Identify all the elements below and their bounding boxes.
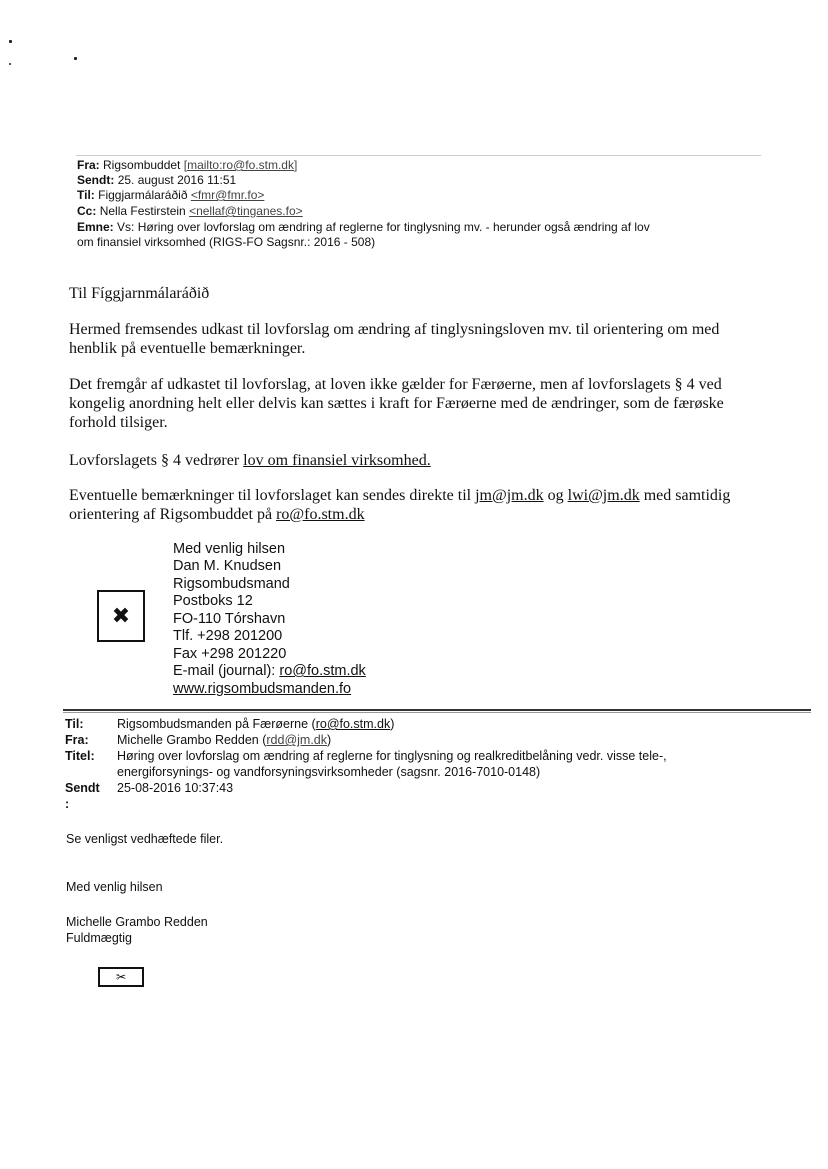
cc-email-link[interactable]: <nellaf@tinganes.fo> xyxy=(189,204,303,218)
fwd-to-value xyxy=(117,716,777,732)
fwd-sender-role: Fuldmægtig xyxy=(66,931,132,945)
header-sent-line xyxy=(77,172,777,188)
sent-label: Sendt: xyxy=(77,173,115,187)
fwd-sender-name: Michelle Grambo Redden xyxy=(66,915,208,929)
scan-speck xyxy=(9,63,11,65)
fwd-to-text: Rigsombudsmanden på Færøerne ( xyxy=(117,717,316,731)
fwd-body-text: Se venligst vedhæftede filer. xyxy=(66,832,224,846)
fwd-to-label: Til: xyxy=(65,717,84,731)
fwd-title-line-2: energiforsynings- og vandforsyningsvirksomheder (sagsnr. 2016-7010-0148) xyxy=(117,765,541,779)
signature-address-1: Postboks 12 xyxy=(173,593,253,609)
fwd-from-email-link[interactable]: rdd@jm.dk xyxy=(266,733,327,747)
paragraph-4-text-2: og xyxy=(543,487,568,504)
signature-website-line xyxy=(173,681,351,699)
header-subject-line-2 xyxy=(77,234,777,250)
fwd-from-text: Michelle Grambo Redden ( xyxy=(117,733,267,747)
header-to-line xyxy=(77,187,777,203)
from-label: Fra: xyxy=(77,158,100,172)
fwd-sent-label: Sendt xyxy=(65,781,100,795)
subject-label: Emne: xyxy=(77,220,114,234)
signature-email-line xyxy=(173,663,366,681)
subject-text-cont: om finansiel virksomhed (RIGS-FO Sagsnr.: 2016 - 508) xyxy=(77,235,376,249)
fwd-sent-value: 25-08-2016 10:37:43 xyxy=(117,781,234,795)
fwd-title-line-1: Høring over lovforslag om ændring af reglerne for tinglysning og realkreditbelåning vedr. visse tele-, xyxy=(117,749,667,763)
paragraph-3 xyxy=(69,451,769,470)
signature-name: Dan M. Knudsen xyxy=(173,558,282,574)
lwi-email-link[interactable]: lwi@jm.dk xyxy=(567,487,640,504)
fwd-from-label: Fra: xyxy=(65,733,89,747)
signature-email-link[interactable]: ro@fo.stm.dk xyxy=(279,663,366,679)
header-cc-line xyxy=(77,203,777,219)
paragraph-4-text-3: med samtidig orientering af Rigsombuddet på xyxy=(69,487,731,523)
paragraph-1: Hermed fremsendes udkast til lovforslag om ændring af tinglysningsloven mv. til orientering om med henblik på eventuelle bemærkninger. xyxy=(69,321,720,357)
from-mailto-link[interactable]: [mailto:ro@fo.stm.dk] xyxy=(183,158,298,172)
fwd-from-close: ) xyxy=(327,733,332,747)
finansiel-virksomhed-link[interactable]: lov om finansiel virksomhed. xyxy=(243,452,431,469)
header-subject-line xyxy=(77,219,777,235)
sent-value: 25. august 2016 11:51 xyxy=(117,173,237,187)
fwd-to-email-link[interactable]: ro@fo.stm.dk xyxy=(315,717,391,731)
to-label: Til: xyxy=(77,188,95,202)
signature-phone: Tlf. +298 201200 xyxy=(173,628,283,644)
scan-speck xyxy=(74,57,77,60)
fwd-sent-colon: : xyxy=(65,797,70,811)
cc-name: Nella Festirstein xyxy=(99,204,186,218)
ro-email-link[interactable]: ro@fo.stm.dk xyxy=(276,506,365,523)
signature-address-2: FO-110 Tórshavn xyxy=(173,611,286,627)
cc-label: Cc: xyxy=(77,204,97,218)
scan-speck xyxy=(9,40,12,43)
fwd-closing: Med venlig hilsen xyxy=(66,880,163,894)
broken-image-glyph: ✖ xyxy=(111,603,131,629)
paragraph-2: Det fremgår af udkastet til lovforslag, at loven ikke gælder for Færøerne, men af lovforslagets § 4 ved kongelig anordning helt eller delvis kan sættes i kraft for Færøerne med de ændringer, som de færøske forhold tilsiger. xyxy=(69,376,724,431)
salutation: Til Fíggjarnmálaráðið xyxy=(69,285,210,302)
signature-email-label: E-mail (journal): xyxy=(173,663,280,679)
signature-website-link[interactable]: www.rigsombudsmanden.fo xyxy=(173,681,352,697)
broken-image-icon xyxy=(97,590,145,642)
header-rule xyxy=(76,155,761,156)
paragraph-4-text-1: Eventuelle bemærkninger til lovforslaget kan sendes direkte til xyxy=(69,487,476,504)
fwd-to-close: ) xyxy=(390,717,395,731)
broken-image-icon xyxy=(98,967,144,987)
signature-greeting: Med venlig hilsen xyxy=(173,541,286,557)
to-email-link[interactable]: <fmr@fmr.fo> xyxy=(190,188,265,202)
forward-separator-thin xyxy=(63,712,811,713)
from-name: Rigsombuddet xyxy=(103,158,181,172)
fwd-title-label: Titel: xyxy=(65,749,95,763)
forward-separator xyxy=(63,709,811,711)
signature-title: Rigsombudsmand xyxy=(173,576,290,592)
broken-image-glyph: ✂ xyxy=(115,970,127,984)
fwd-from-value xyxy=(117,732,777,748)
subject-text: Vs: Høring over lovforslag om ændring af reglerne for tinglysning mv. - herunder også ændring af lov xyxy=(117,220,650,234)
header-from-line xyxy=(77,157,777,173)
paragraph-3-text: Lovforslagets § 4 vedrører xyxy=(69,452,244,469)
signature-fax: Fax +298 201220 xyxy=(173,646,287,662)
paragraph-4 xyxy=(69,486,769,524)
jm-email-link[interactable]: jm@jm.dk xyxy=(475,487,544,504)
to-name: Figgjarmálaráðið xyxy=(98,188,188,202)
